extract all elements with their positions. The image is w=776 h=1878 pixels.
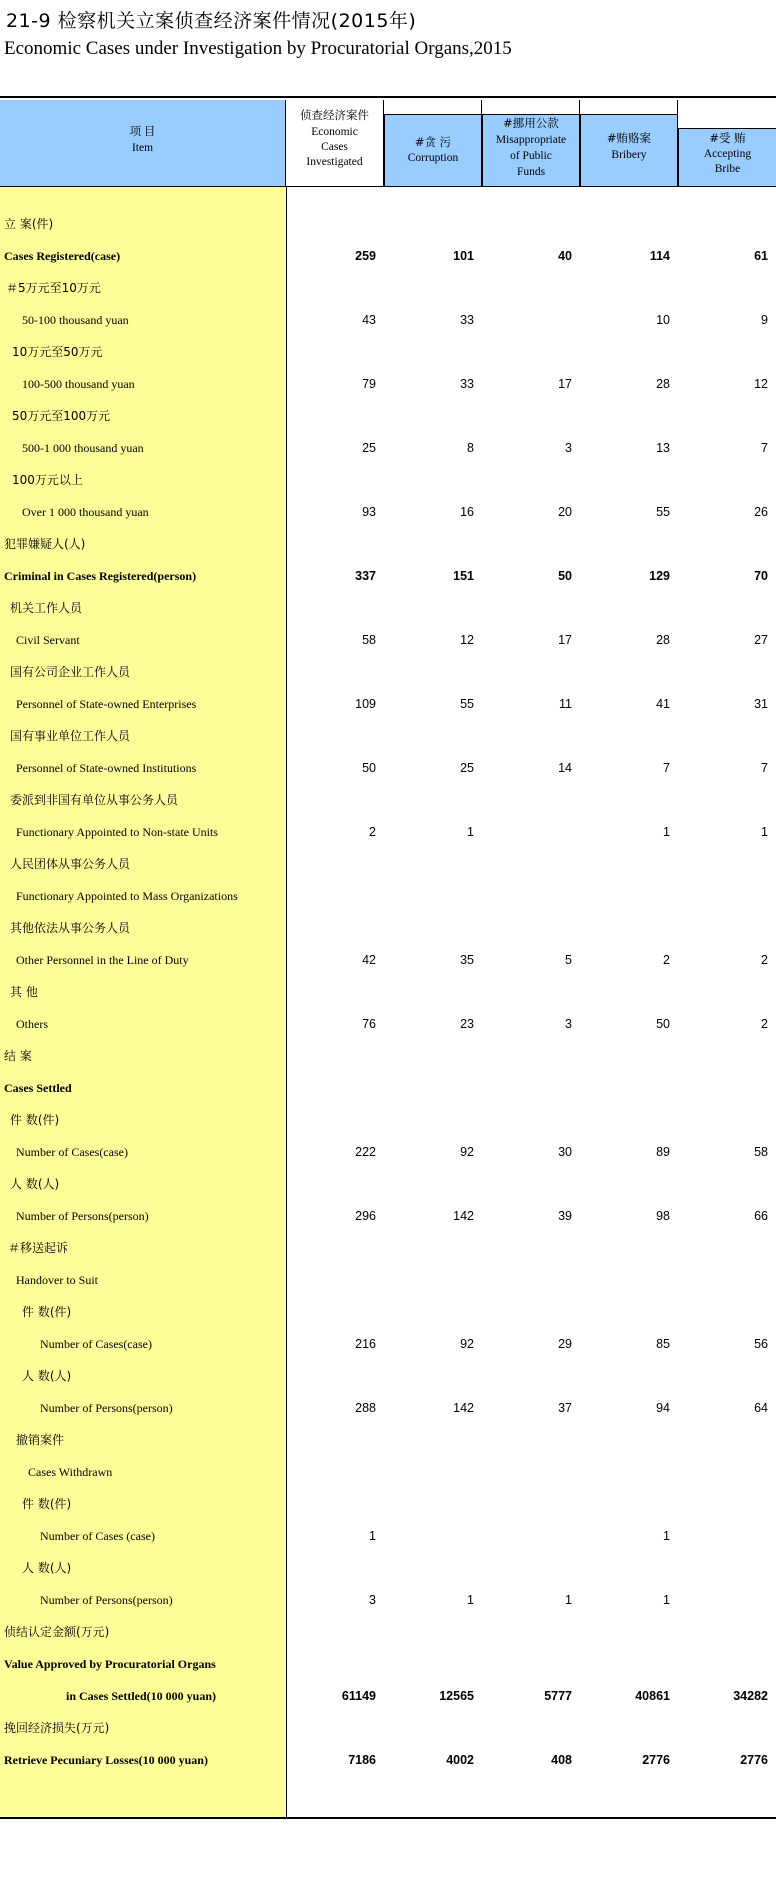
header-bribery-col <box>580 100 678 186</box>
row-label: 50-100 thousand yuan <box>22 313 129 327</box>
row-value-col-4: 94 <box>656 1401 670 1415</box>
table-row <box>0 1104 776 1136</box>
row-value-col-1: 58 <box>362 633 376 647</box>
row-label: 委派到非国有单位从事公务人员 <box>10 793 179 807</box>
row-value-col-4: 7 <box>663 761 670 775</box>
row-value-col-3: 50 <box>558 569 572 583</box>
row-value-col-3: 5777 <box>544 1689 572 1703</box>
row-label: 100万元以上 <box>12 473 83 487</box>
header-corruption-cell <box>384 114 481 186</box>
row-label: Functionary Appointed to Non-state Units <box>16 825 218 839</box>
row-label: 国有公司企业工作人员 <box>10 665 131 679</box>
row-label: 其他依法从事公务人员 <box>10 921 131 935</box>
row-value-col-1: 93 <box>362 505 376 519</box>
row-value-col-2: 12565 <box>439 1689 474 1703</box>
row-label: 件 数(件) <box>22 1305 72 1319</box>
row-label: 件 数(件) <box>10 1113 60 1127</box>
row-value-col-5: 27 <box>754 633 768 647</box>
header-bribery-cell <box>580 114 677 186</box>
table-row <box>0 1264 776 1296</box>
row-value-col-5: 7 <box>761 761 768 775</box>
row-value-col-4: 1 <box>663 1529 670 1543</box>
row-value-col-4: 41 <box>656 697 670 711</box>
row-label: Cases Registered(case) <box>4 249 121 263</box>
row-value-col-5: 9 <box>761 313 768 327</box>
row-value-col-2: 142 <box>453 1209 474 1223</box>
row-value-col-3: 17 <box>558 377 572 391</box>
row-value-col-3: 39 <box>558 1209 572 1223</box>
header-misappropriate-cell <box>482 114 579 186</box>
table-title-english: Economic Cases under Investigation by Procuratorial Organs,2015 <box>4 38 512 59</box>
table-row <box>0 688 776 720</box>
row-value-col-2: 8 <box>467 441 474 455</box>
row-label: Personnel of State-owned Institutions <box>16 761 197 775</box>
row-value-col-3: 17 <box>558 633 572 647</box>
row-label: Civil Servant <box>16 633 80 647</box>
row-value-col-3: 37 <box>558 1401 572 1415</box>
table-row <box>0 656 776 688</box>
table-row <box>0 1360 776 1392</box>
row-value-col-5: 70 <box>754 569 768 583</box>
header-mis-en-3: Funds <box>516 166 546 178</box>
table-row <box>0 1424 776 1456</box>
row-label: 500-1 000 thousand yuan <box>22 441 144 455</box>
table-row <box>0 1136 776 1168</box>
row-label: Functionary Appointed to Mass Organizations <box>16 889 238 903</box>
row-value-col-2: 101 <box>453 249 474 263</box>
table-row <box>0 528 776 560</box>
header-acc-en-2: Bribe <box>714 163 741 175</box>
table-row <box>0 1456 776 1488</box>
row-value-col-1: 25 <box>362 441 376 455</box>
row-label: Other Personnel in the Line of Duty <box>16 953 189 967</box>
row-label: Retrieve Pecuniary Losses(10 000 yuan) <box>4 1753 208 1767</box>
header-mis-cn: #挪用公款 <box>503 116 559 130</box>
table-row <box>0 1200 776 1232</box>
header-bri-cn: #贿赂案 <box>606 131 652 145</box>
header-eci-en-1: Economic <box>311 126 358 138</box>
row-label: ＃移送起诉 <box>8 1241 69 1255</box>
header-corruption-col <box>384 100 482 186</box>
row-value-col-4: 98 <box>656 1209 670 1223</box>
row-value-col-2: 92 <box>460 1337 474 1351</box>
row-value-col-2: 35 <box>460 953 474 967</box>
table-row <box>0 400 776 432</box>
table-row <box>0 1680 776 1712</box>
row-label: 侦结认定金额(万元) <box>4 1625 110 1639</box>
row-value-col-4: 2776 <box>642 1753 670 1767</box>
table-row <box>0 880 776 912</box>
table-row <box>0 1616 776 1648</box>
table-row <box>0 944 776 976</box>
row-label: 人 数(人) <box>22 1561 72 1575</box>
table-row <box>0 560 776 592</box>
row-value-col-5: 1 <box>761 825 768 839</box>
table-row <box>0 784 776 816</box>
row-value-col-5: 31 <box>754 697 768 711</box>
row-value-col-5: 2776 <box>740 1753 768 1767</box>
row-value-col-2: 55 <box>460 697 474 711</box>
row-label: 结 案 <box>4 1049 32 1063</box>
table-row <box>0 1552 776 1584</box>
row-label: 国有事业单位工作人员 <box>10 729 131 743</box>
row-value-col-5: 34282 <box>733 1689 768 1703</box>
row-value-col-1: 76 <box>362 1017 376 1031</box>
row-label: 撤销案件 <box>16 1433 65 1447</box>
row-value-col-3: 14 <box>558 761 572 775</box>
row-value-col-4: 85 <box>656 1337 670 1351</box>
header-misappropriate-col <box>482 100 580 186</box>
row-label: Cases Settled <box>4 1081 72 1095</box>
row-value-col-3: 1 <box>565 1593 572 1607</box>
table-row <box>0 1712 776 1744</box>
table-row <box>0 272 776 304</box>
row-value-col-1: 2 <box>369 825 376 839</box>
table-row <box>0 208 776 240</box>
header-mis-en-2: of Public <box>510 150 552 162</box>
row-value-col-5: 26 <box>754 505 768 519</box>
header-item-cn: 项 目 <box>129 126 156 138</box>
row-label: 其 他 <box>10 985 38 999</box>
header-eci-en-2: Cases <box>321 141 348 153</box>
row-value-col-4: 1 <box>663 825 670 839</box>
header-item-en: Item <box>131 142 154 154</box>
row-value-col-3: 30 <box>558 1145 572 1159</box>
header-eci-cn: 侦查经济案件 <box>300 108 369 122</box>
row-value-col-3: 5 <box>565 953 572 967</box>
row-label: Number of Persons(person) <box>40 1401 173 1415</box>
row-value-col-4: 28 <box>656 633 670 647</box>
row-label: Criminal in Cases Registered(person) <box>4 569 197 583</box>
row-value-col-4: 114 <box>649 249 670 263</box>
table-row <box>0 816 776 848</box>
row-value-col-4: 55 <box>656 505 670 519</box>
table-row <box>0 1392 776 1424</box>
table-row <box>0 1168 776 1200</box>
row-value-col-2: 33 <box>460 377 474 391</box>
row-value-col-3: 20 <box>558 505 572 519</box>
row-value-col-1: 222 <box>355 1145 376 1159</box>
header-cor-en: Corruption <box>407 152 459 164</box>
table-row <box>0 976 776 1008</box>
header-accepting-col <box>678 100 776 186</box>
header-item <box>0 100 286 186</box>
table-row <box>0 496 776 528</box>
row-value-col-2: 92 <box>460 1145 474 1159</box>
row-value-col-1: 50 <box>362 761 376 775</box>
row-value-col-3: 29 <box>558 1337 572 1351</box>
row-value-col-1: 43 <box>362 313 376 327</box>
row-label: 50万元至100万元 <box>12 409 111 423</box>
row-label: Value Approved by Procuratorial Organs <box>4 1657 216 1671</box>
table-title-chinese: 21-9 检察机关立案侦查经济案件情况(2015年) <box>6 10 417 32</box>
row-value-col-2: 23 <box>460 1017 474 1031</box>
row-value-col-2: 4002 <box>446 1753 474 1767</box>
table-row <box>0 1584 776 1616</box>
row-value-col-4: 1 <box>663 1593 670 1607</box>
table-row <box>0 752 776 784</box>
row-value-col-4: 28 <box>656 377 670 391</box>
table-row <box>0 1072 776 1104</box>
header-cor-cn: #贪 污 <box>414 135 452 149</box>
table-row <box>0 1648 776 1680</box>
table-row <box>0 592 776 624</box>
row-value-col-2: 33 <box>460 313 474 327</box>
table-row <box>0 464 776 496</box>
row-value-col-3: 40 <box>558 249 572 263</box>
row-label: Cases Withdrawn <box>28 1465 113 1479</box>
row-value-col-4: 40861 <box>635 1689 670 1703</box>
row-value-col-1: 259 <box>355 249 376 263</box>
header-acc-en-1: Accepting <box>703 148 752 160</box>
row-label: 挽回经济损失(万元) <box>4 1721 110 1735</box>
row-value-col-1: 296 <box>355 1209 376 1223</box>
row-value-col-3: 11 <box>559 697 572 711</box>
header-economic-cases <box>286 100 384 186</box>
row-label: 机关工作人员 <box>10 601 83 615</box>
table-row <box>0 1232 776 1264</box>
row-label: 100-500 thousand yuan <box>22 377 135 391</box>
table-row <box>0 1296 776 1328</box>
row-label: Others <box>16 1017 48 1031</box>
row-value-col-4: 10 <box>656 313 670 327</box>
row-value-col-5: 56 <box>754 1337 768 1351</box>
header-acc-cn: #受 贿 <box>709 131 746 145</box>
row-value-col-2: 1 <box>467 825 474 839</box>
table-row <box>0 336 776 368</box>
table-row <box>0 1520 776 1552</box>
table-row <box>0 912 776 944</box>
row-value-col-3: 3 <box>565 1017 572 1031</box>
row-value-col-5: 12 <box>754 377 768 391</box>
table-row <box>0 432 776 464</box>
row-value-col-2: 1 <box>467 1593 474 1607</box>
header-bri-en: Bribery <box>611 149 647 161</box>
row-value-col-5: 64 <box>754 1401 768 1415</box>
row-label: 犯罪嫌疑人(人) <box>4 537 86 551</box>
row-label: Number of Cases(case) <box>16 1145 128 1159</box>
header-mis-en-1: Misappropriate <box>495 134 567 146</box>
row-value-col-1: 3 <box>369 1593 376 1607</box>
row-label: 10万元至50万元 <box>12 345 103 359</box>
row-value-col-1: 61149 <box>341 1689 376 1703</box>
row-value-col-3: 3 <box>565 441 572 455</box>
table-bottom-rule <box>0 1817 776 1819</box>
row-value-col-5: 58 <box>754 1145 768 1159</box>
row-value-col-2: 12 <box>460 633 474 647</box>
row-label: ＃5万元至10万元 <box>6 281 101 295</box>
row-value-col-2: 25 <box>460 761 474 775</box>
row-value-col-1: 109 <box>355 697 376 711</box>
table-row <box>0 1328 776 1360</box>
row-value-col-1: 288 <box>355 1401 376 1415</box>
row-value-col-4: 13 <box>656 441 670 455</box>
row-value-col-1: 7186 <box>348 1753 376 1767</box>
table-row <box>0 240 776 272</box>
table-row <box>0 304 776 336</box>
row-value-col-1: 337 <box>355 569 376 583</box>
row-value-col-1: 79 <box>362 377 376 391</box>
row-label: in Cases Settled(10 000 yuan) <box>66 1689 217 1703</box>
row-label: 人 数(人) <box>10 1177 60 1191</box>
row-label: Number of Cases(case) <box>40 1337 152 1351</box>
table-row <box>0 1040 776 1072</box>
table-row <box>0 624 776 656</box>
row-value-col-5: 7 <box>761 441 768 455</box>
row-value-col-4: 89 <box>656 1145 670 1159</box>
row-value-col-2: 142 <box>453 1401 474 1415</box>
row-label: Over 1 000 thousand yuan <box>22 505 149 519</box>
row-value-col-4: 129 <box>649 569 670 583</box>
table-row <box>0 368 776 400</box>
header-eci-en-3: Investigated <box>306 156 363 168</box>
row-label: Number of Cases (case) <box>40 1529 155 1543</box>
table-row <box>0 1744 776 1776</box>
row-value-col-2: 16 <box>460 505 474 519</box>
row-value-col-1: 216 <box>355 1337 376 1351</box>
row-value-col-5: 66 <box>754 1209 768 1223</box>
table-row <box>0 1008 776 1040</box>
row-value-col-5: 2 <box>761 1017 768 1031</box>
table-row <box>0 1488 776 1520</box>
row-value-col-1: 1 <box>369 1529 376 1543</box>
row-value-col-5: 2 <box>761 953 768 967</box>
row-value-col-1: 42 <box>362 953 376 967</box>
row-label: Handover to Suit <box>16 1273 98 1287</box>
header-accepting-cell <box>678 128 776 186</box>
row-value-col-3: 408 <box>551 1753 572 1767</box>
row-label: 人民团体从事公务人员 <box>10 857 131 871</box>
row-value-col-5: 61 <box>754 249 768 263</box>
row-value-col-2: 151 <box>453 569 474 583</box>
row-value-col-4: 2 <box>663 953 670 967</box>
table-row <box>0 848 776 880</box>
statistics-table <box>0 96 776 1767</box>
row-label: 件 数(件) <box>22 1497 72 1511</box>
table-row <box>0 720 776 752</box>
row-label: Number of Persons(person) <box>40 1593 173 1607</box>
row-label: Personnel of State-owned Enterprises <box>16 697 197 711</box>
row-label: 人 数(人) <box>22 1369 72 1383</box>
row-label: Number of Persons(person) <box>16 1209 149 1223</box>
row-value-col-4: 50 <box>656 1017 670 1031</box>
row-label: 立 案(件) <box>4 217 54 231</box>
